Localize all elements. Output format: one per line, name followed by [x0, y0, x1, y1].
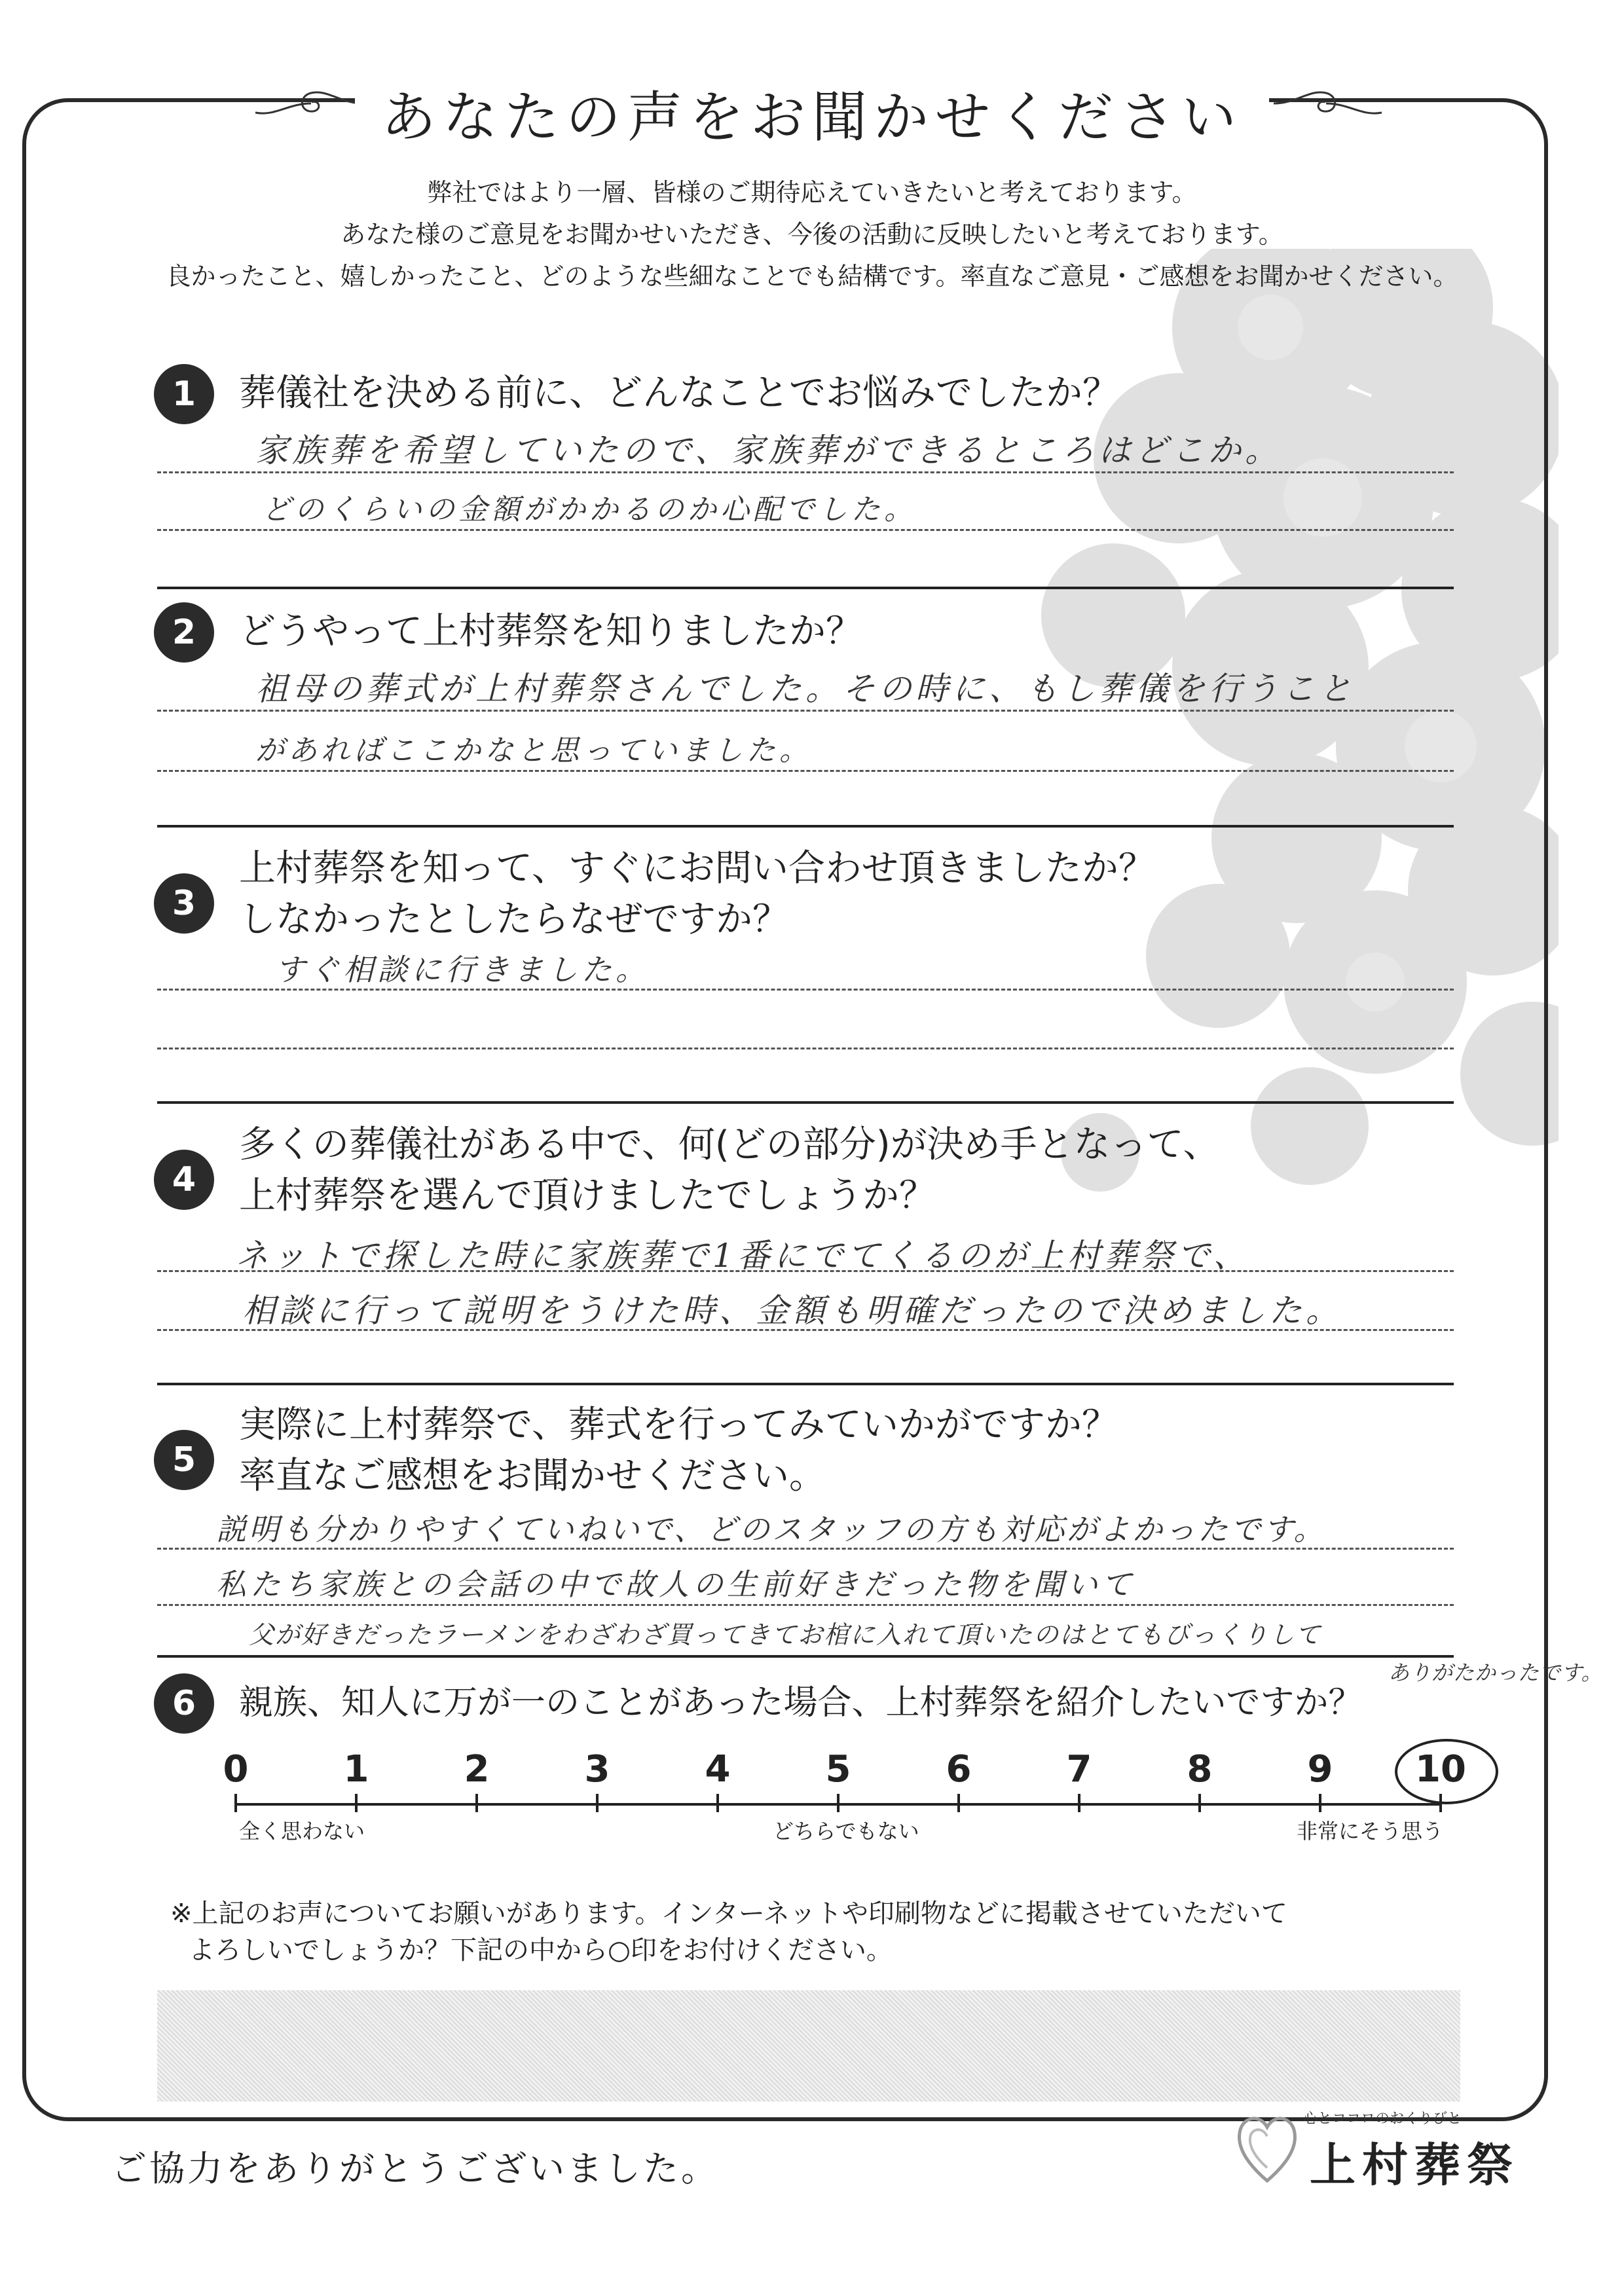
- section-divider: [157, 1655, 1454, 1658]
- scale-tick-label: 5: [825, 1748, 851, 1791]
- question-text: 多くの葬儀社がある中で、何(どの部分)が決め手となって、: [239, 1123, 1220, 1166]
- question-number-badge: 5: [154, 1430, 214, 1490]
- intro-line: 良かったこと、嬉しかったこと、どのような些細なことでも結構です。率直なご意見・ご感想をお聞かせください。: [166, 262, 1458, 291]
- handwritten-answer: があればここかなと思っていました。: [255, 734, 812, 767]
- scale-tick-label: 2: [464, 1748, 490, 1791]
- answer-line: [157, 1048, 1454, 1049]
- scale-label-min: 全く思わない: [239, 1819, 365, 1844]
- scale-tick-label: 6: [946, 1748, 972, 1791]
- scale-tick-1[interactable]: [330, 1748, 382, 1812]
- answer-line: [157, 1604, 1454, 1606]
- note-line: よろしいでしょうか？下記の中から○印をお付けください。: [189, 1935, 893, 1965]
- publication-note: [170, 1895, 1287, 1969]
- handwritten-answer: 家族葬を希望していたので、家族葬ができるところはどこか。: [255, 431, 1282, 469]
- scale-tick-label: 10: [1415, 1748, 1466, 1791]
- intro-line: 弊社ではより一層、皆様のご期待応えていきたいと考えております。: [427, 178, 1197, 207]
- question-text: 上村葬祭を選んで頂けましたでしょうか？: [239, 1175, 936, 1217]
- question-number-badge: 6: [154, 1673, 214, 1734]
- question-number-badge: 4: [154, 1150, 214, 1210]
- scale-tick-3[interactable]: [571, 1748, 623, 1812]
- answer-line: [157, 1270, 1454, 1272]
- note-line: ※上記のお声についてお願いがあります。インターネットや印刷物などに掲載させていただいて: [170, 1899, 1287, 1929]
- question-text: 親族、知人に万が一のことがあった場合、上村葬祭を紹介したいですか？: [239, 1683, 1363, 1722]
- handwritten-answer: 父が好きだったラーメンをわざわざ買ってきてお棺に入れて頂いたのはとてもびっくりして: [249, 1620, 1322, 1649]
- scale-tick-0[interactable]: [210, 1748, 262, 1812]
- company-logo: [1231, 2098, 1559, 2196]
- scale-tick-8[interactable]: [1173, 1748, 1226, 1812]
- question-text: 実際に上村葬祭で、葬式を行ってみていかがですか？: [239, 1404, 1118, 1446]
- scale-tick-label: 0: [223, 1748, 249, 1791]
- page-title: あなたの声をお聞かせください: [355, 73, 1269, 153]
- scale-label-mid: どちらでもない: [773, 1819, 919, 1844]
- scale-tick-label: 1: [343, 1748, 369, 1791]
- handwritten-answer: すぐ相談に行きました。: [275, 952, 650, 987]
- question-text: しなかったとしたらなぜですか？: [239, 898, 789, 941]
- handwritten-answer: 説明も分かりやすくていねいで、どのスタッフの方も対応がよかったです。: [216, 1512, 1327, 1547]
- scale-label-max: 非常にそう思う: [1297, 1819, 1444, 1844]
- answer-line: [157, 989, 1454, 991]
- section-divider: [157, 587, 1454, 589]
- handwritten-answer: ネットで探した時に家族葬で1番にでてくるのが上村葬祭で、: [236, 1237, 1250, 1275]
- heart-logo-icon: [1231, 2102, 1303, 2187]
- question-number-badge: 3: [154, 873, 214, 934]
- scale-tick-label: 7: [1066, 1748, 1092, 1791]
- redacted-area: [157, 1990, 1460, 2102]
- handwritten-answer: どのくらいの金額がかかるのか心配でした。: [262, 493, 917, 526]
- handwritten-answer: 相談に行って説明をうけた時、金額も明確だったので決めました。: [242, 1292, 1342, 1330]
- question-text: どうやって上村葬祭を知りましたか？: [239, 610, 862, 653]
- answer-line: [157, 1548, 1454, 1550]
- handwritten-answer: ありがたかったです。: [1388, 1660, 1603, 1685]
- selected-rating-circle: [1395, 1739, 1498, 1804]
- thanks-message: ご協力をありがとうございました。: [111, 2148, 719, 2189]
- question-number-badge: 1: [154, 364, 214, 424]
- scale-tick-7[interactable]: [1053, 1748, 1105, 1812]
- scale-tick-label: 9: [1307, 1748, 1333, 1791]
- answer-line: [157, 529, 1454, 531]
- scale-tick-label: 8: [1187, 1748, 1213, 1791]
- answer-line: [157, 471, 1454, 473]
- scale-tick-5[interactable]: [812, 1748, 864, 1812]
- question-text: 上村葬祭を知って、すぐにお問い合わせ頂きましたか？: [239, 847, 1155, 890]
- scale-tick-9[interactable]: [1294, 1748, 1346, 1812]
- logo-name: 上村葬祭: [1310, 2138, 1519, 2192]
- intro-line: あなた様のご意見をお聞かせいただき、今後の活動に反映したいと考えております。: [341, 220, 1283, 249]
- scale-tick-6[interactable]: [932, 1748, 985, 1812]
- scale-tick-label: 3: [584, 1748, 610, 1791]
- intro-text: [0, 172, 1624, 297]
- answer-line: [157, 710, 1454, 712]
- logo-tagline: 心とココロのおくりびと: [1303, 2111, 1462, 2127]
- scale-tick-label: 4: [705, 1748, 731, 1791]
- handwritten-answer: 私たち家族との会話の中で故人の生前好きだった物を聞いて: [216, 1567, 1135, 1602]
- section-divider: [157, 825, 1454, 828]
- question-text: 葬儀社を決める前に、どんなことでお悩みでしたか？: [239, 372, 1119, 414]
- section-divider: [157, 1383, 1454, 1385]
- question-text: 率直なご感想をお聞かせください。: [239, 1455, 826, 1497]
- handwritten-answer: 祖母の葬式が上村葬祭さんでした。その時に、もし葬儀を行うこと: [255, 670, 1356, 708]
- section-divider: [157, 1101, 1454, 1104]
- answer-line: [157, 770, 1454, 772]
- scale-tick-4[interactable]: [692, 1748, 744, 1812]
- question-number-badge: 2: [154, 602, 214, 663]
- scale-tick-2[interactable]: [451, 1748, 503, 1812]
- answer-line: [157, 1329, 1454, 1331]
